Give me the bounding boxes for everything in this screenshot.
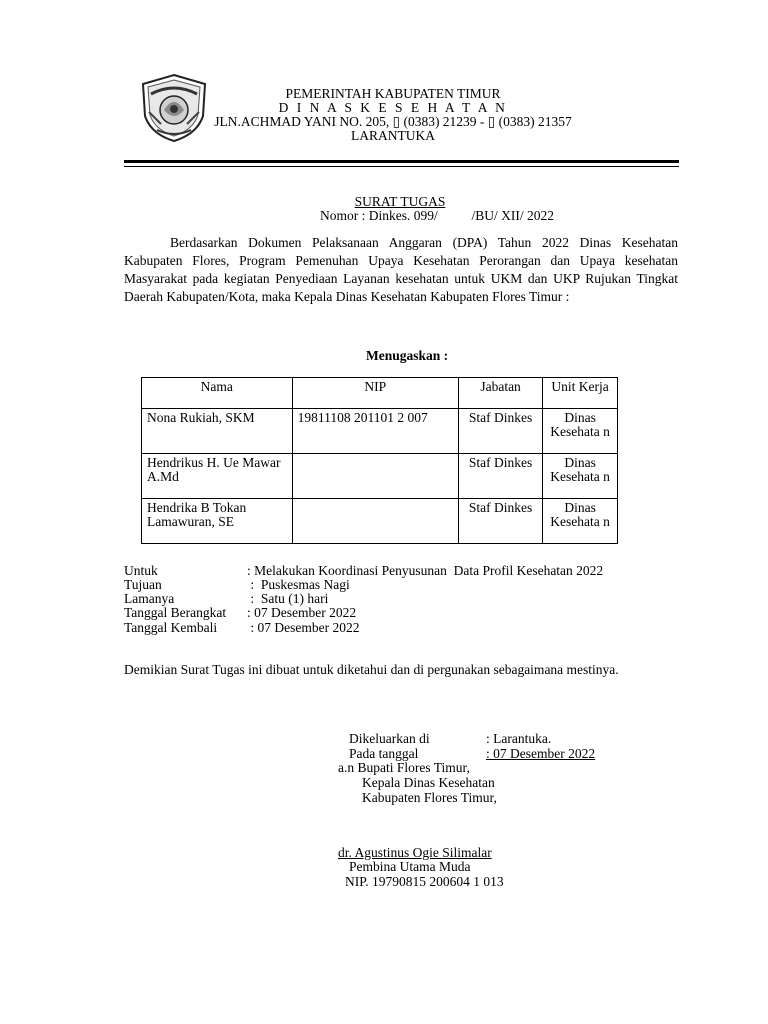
signatory-rank: Pembina Utama Muda xyxy=(349,859,471,874)
detail-tanggal-kembali xyxy=(124,621,359,636)
signatory-name: dr. Agustinus Ogie Silimalar xyxy=(338,845,492,860)
assignment-heading: Menugaskan : xyxy=(366,348,449,363)
cell-nip xyxy=(292,499,458,544)
detail-label: Untuk xyxy=(124,563,158,578)
header-agency-name: D I N A S K E S E H A T A N xyxy=(278,100,508,115)
detail-value: : 07 Desember 2022 xyxy=(247,605,357,620)
cell-nama: Nona Rukiah, SKM xyxy=(142,409,293,454)
issued-date-value: : 07 Desember 2022 xyxy=(486,746,596,761)
closing-paragraph: Demikian Surat Tugas ini dibuat untuk diketahui dan di pergunakan sebagaimana mestinya. xyxy=(124,662,619,677)
document-number: Nomor : Dinkes. 099/ /BU/ XII/ 2022 xyxy=(320,208,554,223)
header-city: LARANTUKA xyxy=(351,128,435,143)
document-title: SURAT TUGAS xyxy=(354,194,446,209)
header-address: JLN.ACHMAD YANI NO. 205, ▯ (0383) 21239 - ▯ (0383) 21357 xyxy=(214,114,572,129)
office-line-1: Kepala Dinas Kesehatan xyxy=(362,775,495,790)
cell-unit-kerja: Dinas Kesehata n xyxy=(543,499,618,544)
intro-text: Berdasarkan Dokumen Pelaksanaan Anggaran (DPA) Tahun 2022 Dinas Kesehatan Kabupaten Flores, Program Pemenuhan Upaya Kesehatan Perorangan dan Upaya kesehatan Masyarakat pada kegiatan Penyediaan Layanan kesehatan untuk UKM dan UKP Rujukan Tingkat Daerah Kabupaten/Kota, maka Kepala Dinas Kesehatan Kabupaten Flores Timur : xyxy=(124,235,678,304)
detail-label: Tanggal Berangkat xyxy=(124,605,227,620)
cell-jabatan: Staf Dinkes xyxy=(458,454,542,499)
table-header-row xyxy=(142,378,618,409)
column-header-nip: NIP xyxy=(292,378,458,409)
table-row xyxy=(142,409,618,454)
detail-label: Tujuan xyxy=(124,577,162,592)
table-row xyxy=(142,454,618,499)
header-divider-thick xyxy=(124,160,679,163)
cell-nama: Hendrika B Tokan Lamawuran, SE xyxy=(142,499,293,544)
intro-paragraph xyxy=(124,234,678,306)
assignee-table xyxy=(141,377,618,544)
column-header-jabatan: Jabatan xyxy=(458,378,542,409)
issued-place-value: : Larantuka. xyxy=(486,731,552,746)
detail-label: Lamanya xyxy=(124,591,175,606)
on-behalf-line: a.n Bupati Flores Timur, xyxy=(338,760,470,775)
signatory-nip: NIP. 19790815 200604 1 013 xyxy=(345,874,504,889)
detail-tanggal-berangkat xyxy=(124,606,356,621)
column-header-nama: Nama xyxy=(142,378,293,409)
cell-unit-kerja: Dinas Kesehata n xyxy=(543,409,618,454)
detail-label: Tanggal Kembali xyxy=(124,620,218,635)
cell-nip xyxy=(292,454,458,499)
detail-value: : Puskesmas Nagi xyxy=(247,577,350,592)
cell-unit-kerja: Dinas Kesehata n xyxy=(543,454,618,499)
column-header-unit-kerja: Unit Kerja xyxy=(543,378,618,409)
header-government-name: PEMERINTAH KABUPATEN TIMUR xyxy=(285,86,501,101)
cell-jabatan: Staf Dinkes xyxy=(458,409,542,454)
detail-value: : Melakukan Koordinasi Penyusunan Data Profil Kesehatan 2022 xyxy=(247,563,604,578)
cell-nama: Hendrikus H. Ue Mawar A.Md xyxy=(142,454,293,499)
cell-nip: 19811108 201101 2 007 xyxy=(292,409,458,454)
issued-date-label: Pada tanggal xyxy=(349,746,419,761)
detail-untuk xyxy=(124,564,603,579)
detail-value: : Satu (1) hari xyxy=(247,591,329,606)
header-divider-thin xyxy=(124,166,679,167)
office-line-2: Kabupaten Flores Timur, xyxy=(362,790,497,805)
table-row xyxy=(142,499,618,544)
detail-value: : 07 Desember 2022 xyxy=(247,620,360,635)
cell-jabatan: Staf Dinkes xyxy=(458,499,542,544)
issued-place-label: Dikeluarkan di xyxy=(349,731,430,746)
issued-date-line xyxy=(349,746,611,761)
